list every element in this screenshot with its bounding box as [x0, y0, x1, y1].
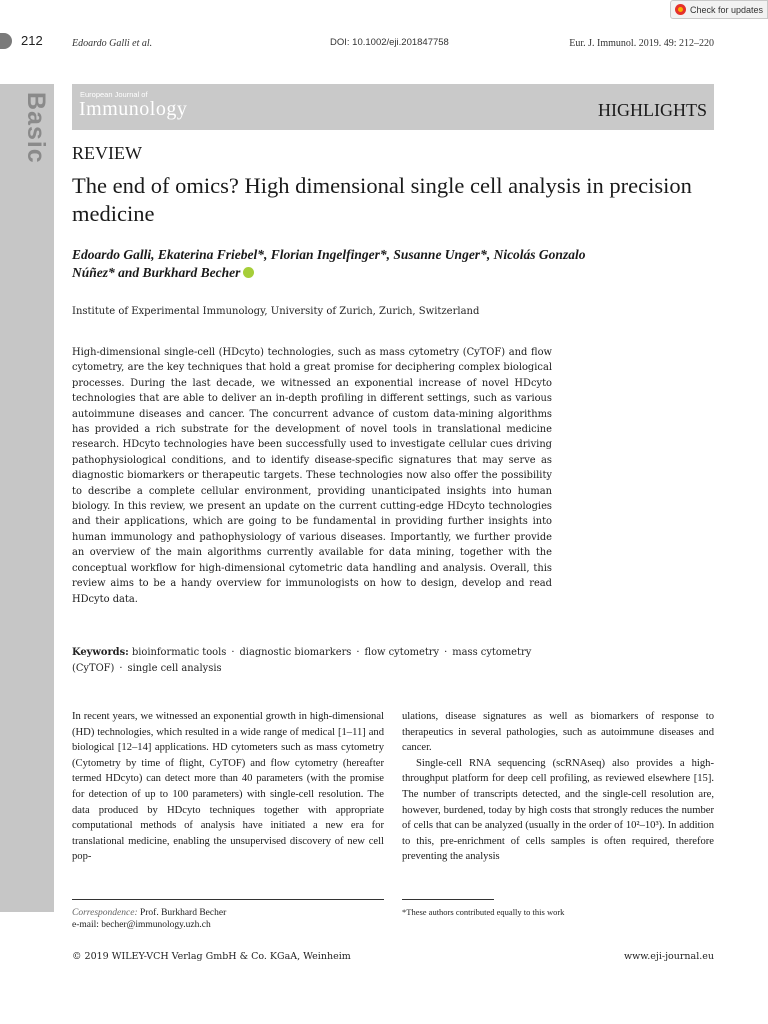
section-side-bar — [0, 84, 54, 912]
article-title: The end of omics? High dimensional single cell analysis in precision medicine — [72, 173, 692, 226]
check-for-updates-button[interactable] — [670, 0, 768, 19]
keyword-separator: · — [444, 647, 448, 658]
page-tab-marker — [0, 33, 12, 49]
body-paragraph: Single-cell RNA sequencing (scRNAseq) also provides a high-throughput platform for deep cell profiling, as reviewed elsewhere [15]. The number of transcripts detected, and the single-cell resolution are, however, burdened, today by high costs that strongly reduces the number of cells that can be analyzed (usually in the order of 10²–10³). In addition to this, pre-enrichment of cells samples is often required, therefore preventing the analysis — [402, 757, 714, 863]
keyword-separator: · — [231, 647, 235, 658]
equal-contribution-footnote: *These authors contributed equally to this work — [402, 907, 565, 917]
check-for-updates-label: Check for updates — [690, 4, 764, 15]
author-list — [72, 246, 592, 282]
running-journal-ref: Eur. J. Immunol. 2019. 49: 212–220 — [569, 38, 714, 49]
keywords-label: Keywords: — [72, 647, 129, 658]
keyword: diagnostic biomarkers — [239, 647, 352, 658]
keywords — [72, 645, 552, 676]
journal-logo: Immunology — [79, 98, 188, 120]
affiliation: Institute of Experimental Immunology, University of Zurich, Zurich, Switzerland — [72, 306, 480, 317]
correspondence-email[interactable]: e-mail: becher@immunology.uzh.ch — [72, 920, 211, 930]
page-number: 212 — [21, 33, 43, 48]
orcid-icon[interactable] — [243, 267, 254, 278]
body-paragraph: In recent years, we witnessed an exponential growth in high-dimensional (HD) technologies, which resulted in a wide range of medical [1–11] and biological [12–14] applications. HD cytometers such as mass cytometry (Cytometry by time of flight, CyTOF) and flow cytometry (hereafter termed HDcyto) can detect more than 40 parameters (with the promise for detection of up to 100 parameters) with single-cell resolution. The data produced by HDcyto techniques together with appropriate computational methods of analysis have initiated a new era for translational medicine, enabling the unsupervised discovery of new cell pop- — [72, 711, 384, 863]
body-column-left — [72, 709, 384, 865]
author-names: Edoardo Galli, Ekaterina Friebel*, Florian Ingelfinger*, Susanne Unger*, Nicolás Gonzalo Núñez* and Burkhard Becher — [72, 247, 586, 280]
running-author: Edoardo Galli et al. — [72, 38, 153, 49]
keyword: flow cytometry — [364, 647, 440, 658]
body-column-right — [402, 709, 714, 865]
correspondence-label: Correspondence: — [72, 908, 138, 918]
section-side-label: Basic — [22, 92, 50, 164]
copyright: © 2019 WILEY-VCH Verlag GmbH & Co. KGaA, Weinheim — [72, 951, 351, 962]
footer-rule-right — [402, 899, 494, 900]
keyword-separator: · — [119, 662, 123, 674]
keyword: mass cytometry (CyTOF) — [72, 647, 532, 674]
body-paragraph: ulations, disease signatures as well as biomarkers of response to therapeutics in several pathologies, such as autoimmune diseases and cancer. — [402, 711, 714, 754]
keyword-separator: · — [356, 647, 360, 658]
correspondence-name: Prof. Burkhard Becher — [139, 908, 227, 918]
section-label: HIGHLIGHTS — [598, 100, 707, 120]
footer-rule-left — [72, 899, 384, 900]
journal-name-small: European Journal of — [80, 90, 148, 99]
correspondence — [72, 907, 226, 931]
crossmark-icon — [675, 4, 686, 15]
article-type: REVIEW — [72, 143, 142, 163]
abstract: High-dimensional single-cell (HDcyto) technologies, such as mass cytometry (CyTOF) and flow cytometry, are the key techniques that hold a great promise for deciphering complex biological processes. During the last decade, we witnessed an exponential increase of novel HDcyto technologies that are able to deliver an in-depth profiling in different settings, such as various autoimmune diseases and cancer. The concurrent advance of custom data-mining algorithms has provided a rich substrate for the development of novel tools in translational medicine research. HDcyto technologies have been successfully used to investigate cellular cues driving pathophysiological conditions, and to identify disease-specific signatures that may serve as diagnostic biomarkers or therapeutic targets. These technologies now also offer the possibility to describe a complete cellular environment, providing unanticipated insights into human biology. In this review, we present an update on the current cutting-edge HDcyto technologies and their applications, which are going to be fundamental in providing further insights into human immunology and pathophysiology of various diseases. Importantly, we further provide an overview of the main algorithms currently available for data mining, together with the conceptual workflow for high-dimensional cytometric data handling and analysis. Overall, this review aims to be a handy overview for immunologists on how to design, develop and read HDcyto data. — [72, 347, 552, 605]
keyword: single cell analysis — [127, 662, 222, 674]
keyword: bioinformatic tools — [131, 647, 227, 658]
journal-website-link[interactable]: www.eji-journal.eu — [623, 951, 714, 962]
running-doi[interactable]: DOI: 10.1002/eji.201847758 — [330, 37, 449, 48]
